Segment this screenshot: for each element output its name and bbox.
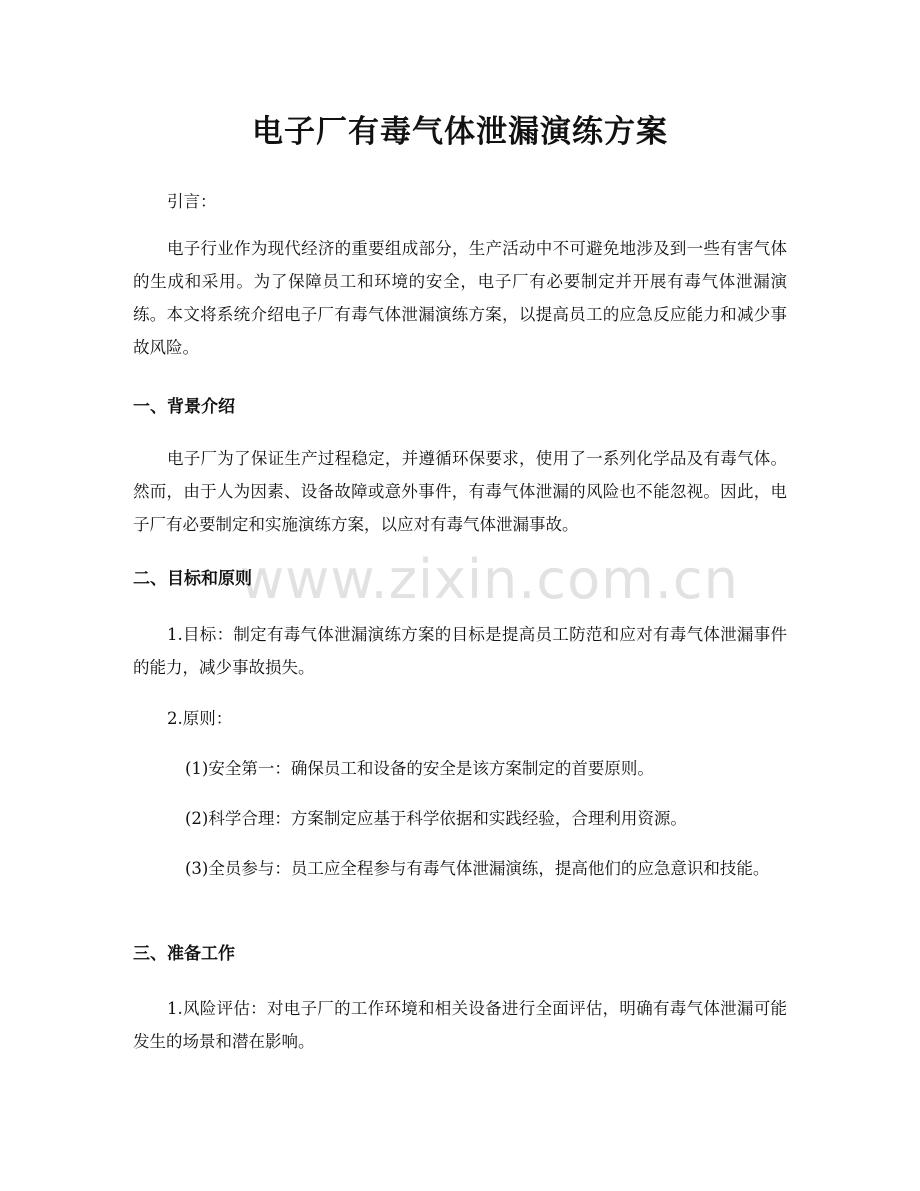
section-heading-preparation: 三、准备工作 [133, 944, 235, 964]
goal-paragraph: 1.目标：制定有毒气体泄漏演练方案的目标是提高员工防范和应对有毒气体泄漏事件的能力，减少事故损失。 [133, 625, 787, 677]
page-title: 电子厂有毒气体泄漏演练方案 [252, 114, 668, 150]
section-heading-background: 一、背景介绍 [133, 397, 235, 417]
risk-assessment-paragraph: 1.风险评估：对电子厂的工作环境和相关设备进行全面评估，明确有毒气体泄漏可能发生的场景和潜在影响。 [133, 999, 787, 1051]
principle-science: (2)科学合理：方案制定应基于科学依据和实践经验，合理利用资源。 [185, 809, 687, 828]
section-heading-goals: 二、目标和原则 [133, 569, 252, 589]
principle-safety: (1)安全第一：确保员工和设备的安全是该方案制定的首要原则。 [185, 759, 654, 778]
principles-label: 2.原则： [167, 709, 233, 728]
intro-label: 引言： [167, 192, 217, 211]
background-paragraph: 电子厂为了保证生产过程稳定，并遵循环保要求，使用了一系列化学品及有毒气体。然而，由于人为因素、设备故障或意外事件，有毒气体泄漏的风险也不能忽视。因此，电子厂有必要制定和实施演练方案，以应对有毒气体泄漏事故。 [133, 449, 787, 534]
intro-paragraph: 电子行业作为现代经济的重要组成部分，生产活动中不可避免地涉及到一些有害气体的生成和采用。为了保障员工和环境的安全，电子厂有必要制定并开展有毒气体泄漏演练。本文将系统介绍电子厂有毒气体泄漏演练方案，以提高员工的应急反应能力和减少事故风险。 [133, 239, 787, 357]
principle-participation: (3)全员参与：员工应全程参与有毒气体泄漏演练，提高他们的应急意识和技能。 [185, 859, 770, 878]
watermark: www.zixin.com.cn [240, 548, 739, 611]
